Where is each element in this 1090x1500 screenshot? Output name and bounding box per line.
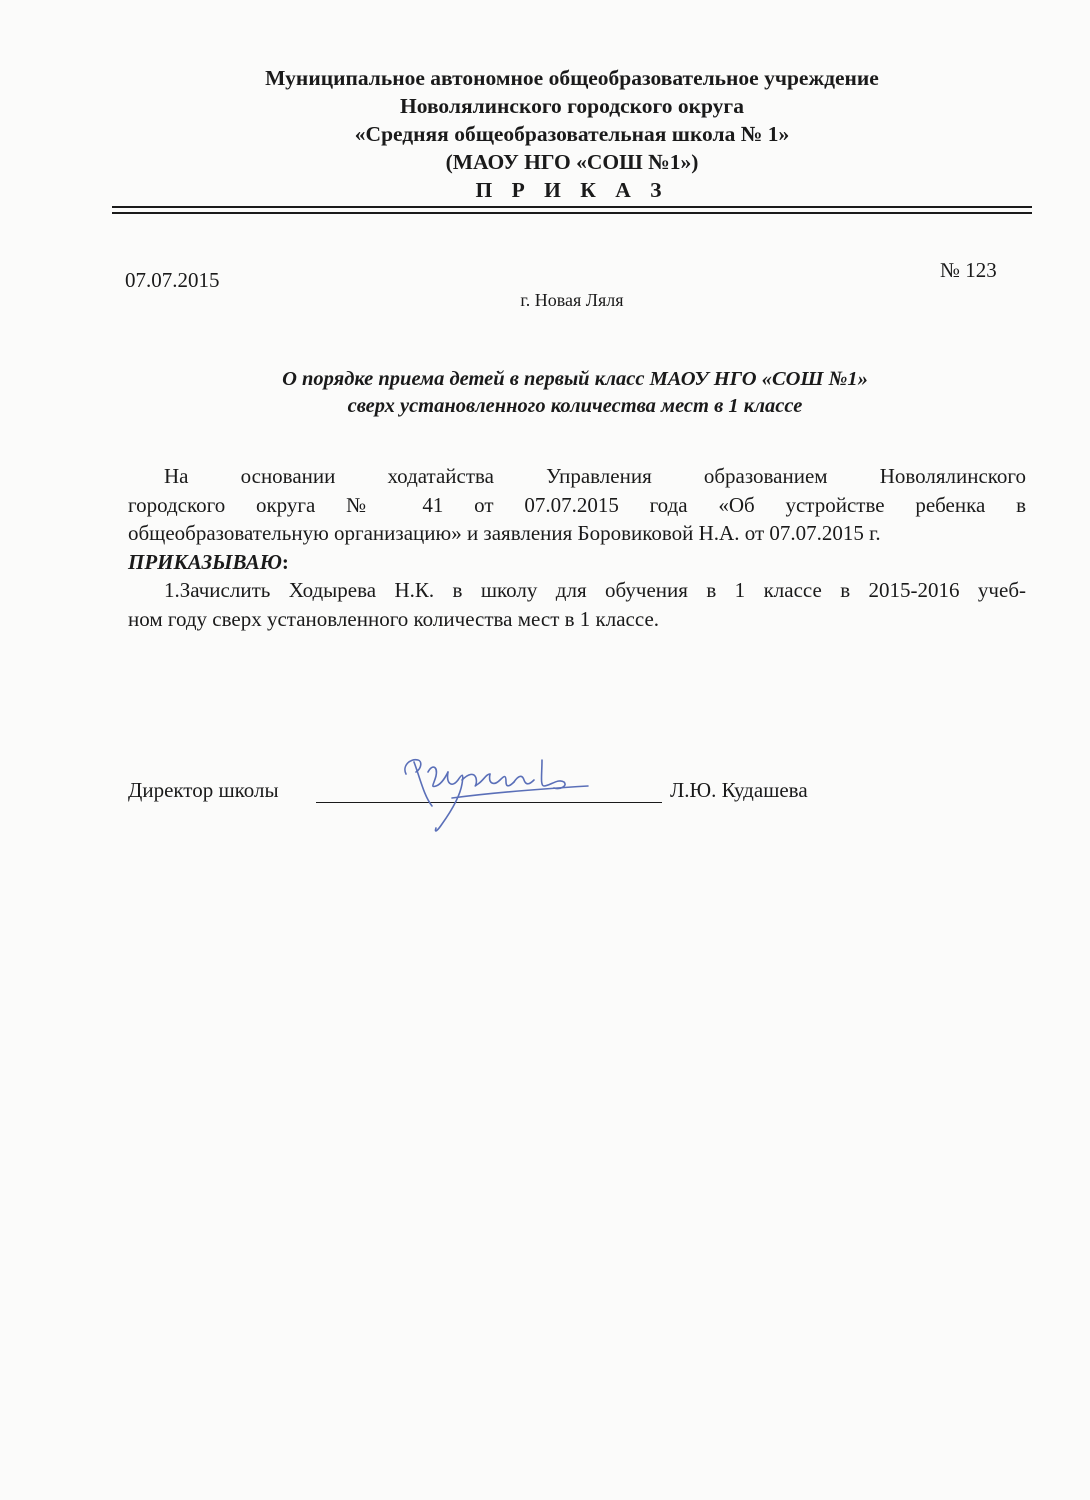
body-paragraph-line-1: На основании ходатайства Управления образованием Новолялинского xyxy=(164,464,1026,488)
order-directive xyxy=(128,548,1026,577)
subject-line-2: сверх установленного количества мест в 1 классе xyxy=(347,395,803,417)
order-colon: : xyxy=(281,549,289,574)
document-header xyxy=(0,64,1090,204)
organization-name-line-3: «Средняя общеобразовательная школа № 1» xyxy=(354,122,790,146)
organization-name-line-1: Муниципальное автономное общеобразовательное учреждение xyxy=(265,66,879,90)
body-paragraph-line-2: городского округа № 41 от 07.07.2015 года «Об устройстве ребенка в xyxy=(128,492,1026,517)
body-paragraph-line-3: общеобразовательную организацию» и заявления Боровиковой Н.А. от 07.07.2015 г. xyxy=(128,521,881,545)
order-word: ПРИКАЗЫВАЮ xyxy=(128,549,282,574)
document-subject xyxy=(0,366,1090,420)
order-item-1-line-2: ном году сверх установленного количества мест в 1 классе. xyxy=(128,606,660,631)
document-city: г. Новая Ляля xyxy=(520,290,624,310)
signatory-name: Л.Ю. Кудашева xyxy=(670,778,808,802)
subject-line-1: О порядке приема детей в первый класс МАОУ НГО «СОШ №1» xyxy=(282,368,868,390)
header-divider-thin xyxy=(112,206,1032,208)
organization-abbreviation: (МАОУ НГО «СОШ №1») xyxy=(445,150,699,174)
document-number: № 123 xyxy=(940,258,997,282)
organization-name-line-2: Новолялинского городского округа xyxy=(400,94,744,118)
document-body xyxy=(128,462,1026,633)
document-date: 07.07.2015 xyxy=(125,268,220,292)
handwritten-signature-icon xyxy=(392,744,602,840)
signatory-position: Директор школы xyxy=(128,778,279,802)
document-title: П Р И К А З xyxy=(475,178,669,202)
order-item-1-line-1: 1.Зачислить Ходырева Н.К. в школу для обучения в 1 классе в 2015-2016 учеб- xyxy=(164,578,1026,602)
header-divider-thick xyxy=(112,212,1032,214)
